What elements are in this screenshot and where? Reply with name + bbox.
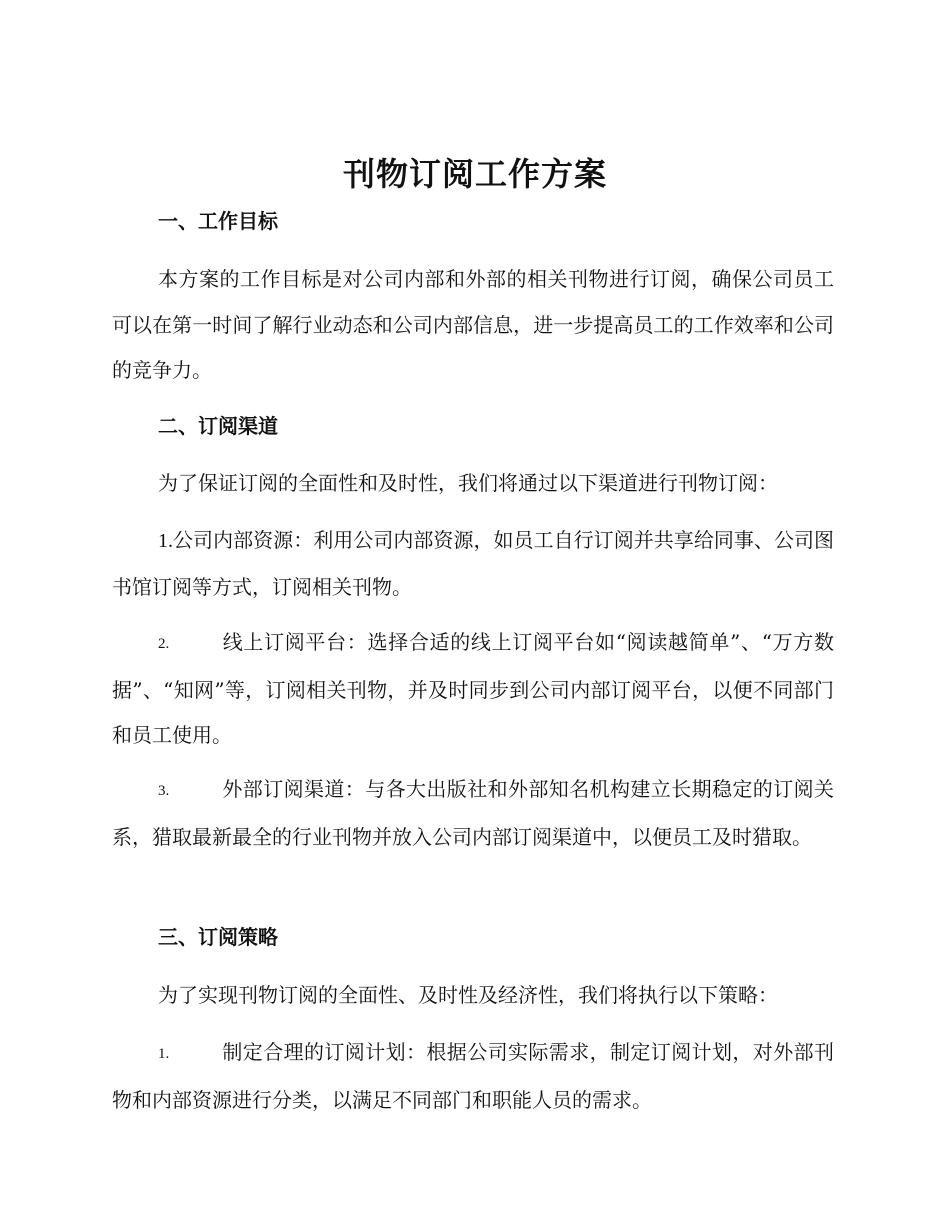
list-item-external-channels	[112, 767, 834, 860]
list-item-internal-resources	[112, 518, 834, 610]
section-heading-strategy: 三、订阅策略	[158, 925, 278, 949]
paragraph-text: 本方案的工作目标是对公司内部和外部的相关刊物进行订阅，确保公司员工可以在第一时间了解行业动态和公司内部信息，进一步提高员工的工作效率和公司的竞争力。	[112, 267, 834, 382]
list-item-text: 外部订阅渠道：与各大出版社和外部知名机构建立长期稳定的订阅关系，猎取最新最全的行业刊物并放入公司内部订阅渠道中，以便员工及时猎取。	[112, 777, 834, 849]
paragraph-text: 为了保证订阅的全面性和及时性，我们将通过以下渠道进行刊物订阅：	[158, 471, 778, 495]
list-item-text: 线上订阅平台：选择合适的线上订阅平台如“阅读越简单”、“万方数据”、“知网”等，订阅相关刊物，并及时同步到公司内部订阅平台，以便不同部门和员工使用。	[112, 630, 834, 747]
document-title: 刊物订阅工作方案	[342, 155, 607, 193]
list-item-number: 3.	[158, 783, 170, 799]
list-item-online-platforms	[112, 620, 834, 759]
paragraph-channels-intro	[112, 461, 834, 507]
list-item-subscription-plan	[112, 1030, 834, 1123]
section-heading-channels: 二、订阅渠道	[158, 414, 278, 438]
paragraph-text: 为了实现刊物订阅的全面性、及时性及经济性，我们将执行以下策略：	[158, 983, 778, 1007]
list-item-number: 2.	[158, 636, 170, 652]
list-item-text: 制定合理的订阅计划：根据公司实际需求，制定订阅计划，对外部刊物和内部资源进行分类，以满足不同部门和职能人员的需求。	[112, 1040, 834, 1112]
paragraph-strategy-intro	[112, 973, 834, 1019]
list-item-number: 1.	[158, 530, 173, 552]
list-item-number: 1.	[158, 1046, 170, 1062]
paragraph-work-goal	[112, 257, 834, 394]
section-heading-work-goal: 一、工作目标	[158, 209, 278, 233]
list-item-text: 公司内部资源：利用公司内部资源，如员工自行订阅并共享给同事、公司图书馆订阅等方式，订阅相关刊物。	[112, 528, 834, 599]
